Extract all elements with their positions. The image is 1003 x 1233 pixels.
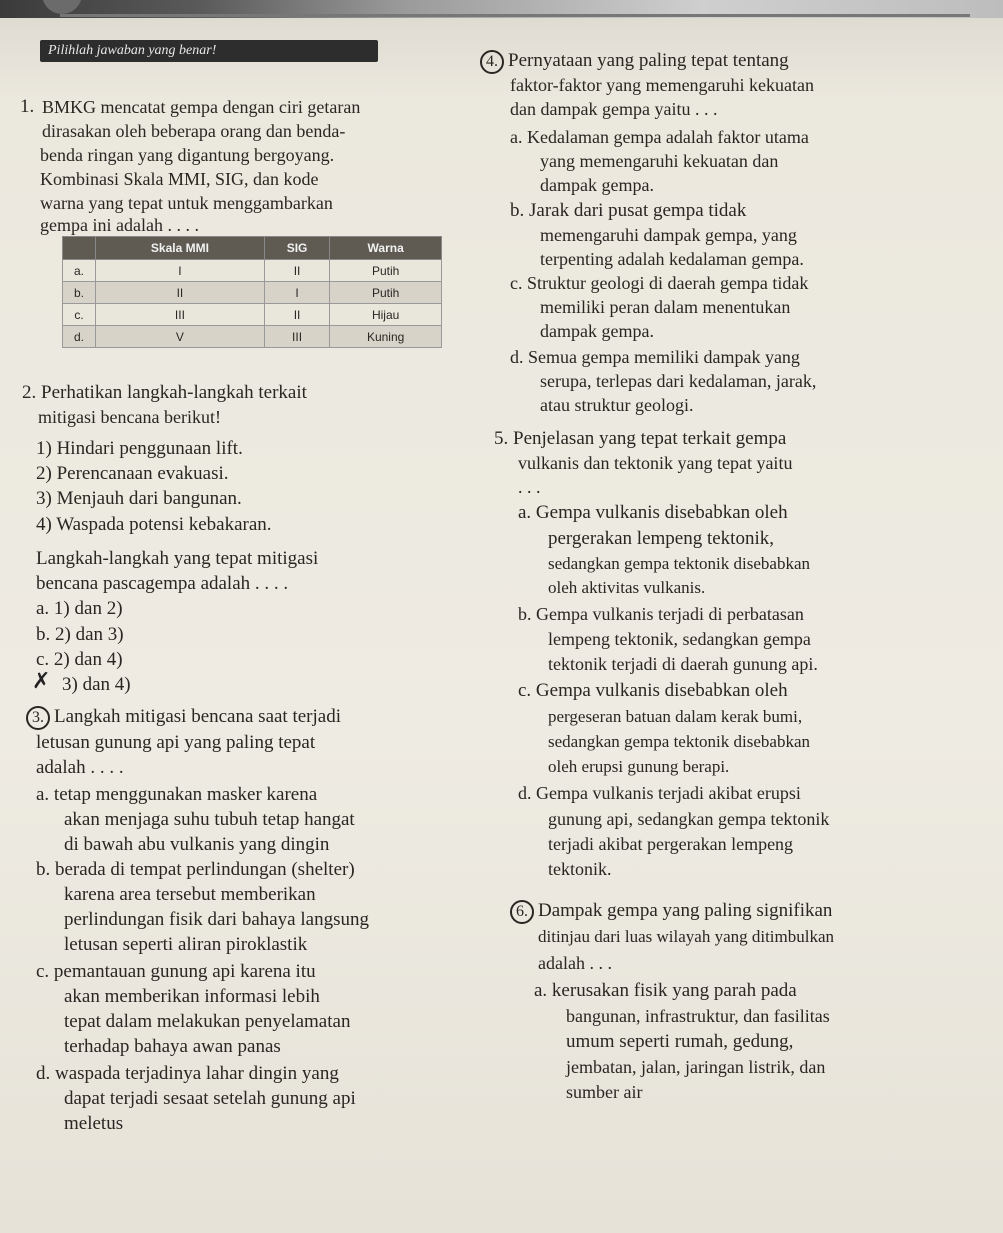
q4-option-d-cont: atau struktur geologi. bbox=[540, 395, 694, 415]
q5-option-a-cont: pergerakan lempeng tektonik, bbox=[548, 528, 774, 549]
q1-line: BMKG mencatat gempa dengan ciri getaran bbox=[42, 97, 361, 117]
q3-option-b-cont: perlindungan fisik dari bahaya langsung bbox=[64, 909, 369, 930]
table-cell: III bbox=[96, 304, 265, 326]
q2-line: 2. Perhatikan langkah-langkah terkait bbox=[22, 382, 307, 403]
q5-line: vulkanis dan tektonik yang tepat yaitu bbox=[518, 453, 793, 473]
q2-line: mitigasi bencana berikut! bbox=[38, 407, 221, 427]
q4-line: faktor-faktor yang memengaruhi kekuatan bbox=[510, 75, 815, 95]
q5-line: . . . bbox=[518, 477, 541, 497]
q5-option-d-cont: gunung api, sedangkan gempa tektonik bbox=[548, 809, 830, 829]
q1-line: dirasakan oleh beberapa orang dan benda- bbox=[42, 121, 346, 141]
q6-line bbox=[510, 900, 832, 924]
q5-option-b[interactable]: b. Gempa vulkanis terjadi di perbatasan bbox=[518, 604, 804, 624]
q6-option-a[interactable]: a. kerusakan fisik yang parah pada bbox=[534, 980, 797, 1001]
q2-step: 2) Perencanaan evakuasi. bbox=[36, 463, 229, 484]
table-cell: II bbox=[264, 304, 329, 326]
q6-number: 6. bbox=[510, 900, 534, 924]
q3-line: adalah . . . . bbox=[36, 757, 124, 778]
top-rule bbox=[60, 14, 970, 17]
q6-option-a-cont: sumber air bbox=[566, 1082, 643, 1102]
q4-option-a-cont: yang memengaruhi kekuatan dan bbox=[540, 151, 779, 171]
q3-option-d[interactable]: d. waspada terjadinya lahar dingin yang bbox=[36, 1063, 339, 1084]
q4-option-d-cont: serupa, terlepas dari kedalaman, jarak, bbox=[540, 371, 817, 391]
q1-line: warna yang tepat untuk menggambarkan bbox=[40, 193, 333, 213]
q3-text: Langkah mitigasi bencana saat terjadi bbox=[54, 706, 341, 727]
handwritten-check-icon: ✗ bbox=[32, 668, 51, 693]
q5-option-a[interactable]: a. Gempa vulkanis disebabkan oleh bbox=[518, 502, 788, 523]
q3-line: letusan gunung api yang paling tepat bbox=[36, 732, 316, 753]
q4-option-c-cont: memiliki peran dalam menentukan bbox=[540, 297, 791, 317]
q3-option-a[interactable]: a. tetap menggunakan masker karena bbox=[36, 784, 318, 805]
q5-option-a-cont: sedangkan gempa tektonik disebabkan bbox=[548, 554, 811, 573]
q4-option-c-cont: dampak gempa. bbox=[540, 321, 654, 341]
q5-option-c-cont: sedangkan gempa tektonik disebabkan bbox=[548, 732, 811, 751]
q3-option-a-cont: akan menjaga suhu tubuh tetap hangat bbox=[64, 809, 355, 830]
q2-stem: Langkah-langkah yang tepat mitigasi bbox=[36, 548, 319, 569]
q3-option-c-cont: terhadap bahaya awan panas bbox=[64, 1036, 281, 1057]
q3-option-d-cont: meletus bbox=[64, 1113, 124, 1134]
q2-step: 1) Hindari penggunaan lift. bbox=[36, 438, 243, 459]
q4-option-a-cont: dampak gempa. bbox=[540, 175, 654, 195]
q4-option-b-cont: terpenting adalah kedalaman gempa. bbox=[540, 249, 804, 269]
q3-line bbox=[26, 706, 341, 730]
q3-option-b[interactable]: b. berada di tempat perlindungan (shelter) bbox=[36, 859, 355, 880]
q1-line: gempa ini adalah . . . . bbox=[40, 215, 199, 235]
instruction-banner: Pilihlah jawaban yang benar! bbox=[40, 40, 378, 62]
table-header: Skala MMI bbox=[96, 237, 265, 260]
table-cell: Hijau bbox=[330, 304, 442, 326]
q3-option-b-cont: letusan seperti aliran piroklastik bbox=[64, 934, 308, 955]
q3-option-c[interactable]: c. pemantauan gunung api karena itu bbox=[36, 961, 316, 982]
q2-step: 3) Menjauh dari bangunan. bbox=[36, 488, 242, 509]
q3-option-b-cont: karena area tersebut memberikan bbox=[64, 884, 316, 905]
table-cell: Kuning bbox=[330, 326, 442, 348]
q3-option-d-cont: dapat terjadi sesaat setelah gunung api bbox=[64, 1088, 356, 1109]
q5-option-c[interactable]: c. Gempa vulkanis disebabkan oleh bbox=[518, 680, 788, 701]
q1-line: Kombinasi Skala MMI, SIG, dan kode bbox=[40, 169, 319, 189]
q6-option-a-cont: umum seperti rumah, gedung, bbox=[566, 1031, 794, 1052]
q5-option-c-cont: pergeseran batuan dalam kerak bumi, bbox=[548, 707, 803, 726]
table-header: Warna bbox=[330, 237, 442, 260]
q5-option-a-cont: oleh aktivitas vulkanis. bbox=[548, 578, 706, 597]
q4-option-a[interactable]: a. Kedalaman gempa adalah faktor utama bbox=[510, 127, 809, 147]
table-cell: V bbox=[96, 326, 265, 348]
table-cell: II bbox=[264, 260, 329, 282]
q5-option-d[interactable]: d. Gempa vulkanis terjadi akibat erupsi bbox=[518, 783, 801, 803]
table-row bbox=[63, 282, 442, 304]
q1-number: 1. bbox=[20, 96, 35, 117]
q2-option-a[interactable]: a. 1) dan 2) bbox=[36, 598, 123, 619]
table-header-blank bbox=[63, 237, 96, 260]
q4-line: dan dampak gempa yaitu . . . bbox=[510, 99, 718, 119]
q2-option-b[interactable]: b. 2) dan 3) bbox=[36, 624, 124, 645]
table-cell: Putih bbox=[330, 282, 442, 304]
q5-line: 5. Penjelasan yang tepat terkait gempa bbox=[494, 428, 787, 449]
table-cell: I bbox=[96, 260, 265, 282]
table-cell: a. bbox=[63, 260, 96, 282]
q6-line: ditinjau dari luas wilayah yang ditimbulkan bbox=[538, 927, 835, 946]
q5-option-b-cont: lempeng tektonik, sedangkan gempa bbox=[548, 629, 811, 649]
table-row bbox=[63, 326, 442, 348]
mmi-sig-table bbox=[62, 236, 442, 348]
q3-number: 3. bbox=[26, 706, 50, 730]
q2-option-d[interactable]: 3) dan 4) bbox=[62, 674, 131, 695]
table-cell: III bbox=[264, 326, 329, 348]
q2-option-c[interactable]: c. 2) dan 4) bbox=[36, 649, 123, 670]
q6-line: adalah . . . bbox=[538, 953, 612, 973]
table-cell: II bbox=[96, 282, 265, 304]
q5-option-b-cont: tektonik terjadi di daerah gunung api. bbox=[548, 654, 818, 674]
q4-line bbox=[480, 50, 789, 74]
table-header: SIG bbox=[264, 237, 329, 260]
q3-option-c-cont: akan memberikan informasi lebih bbox=[64, 986, 320, 1007]
q5-option-d-cont: tektonik. bbox=[548, 859, 612, 879]
table-cell: c. bbox=[63, 304, 96, 326]
q6-option-a-cont: bangunan, infrastruktur, dan fasilitas bbox=[566, 1006, 830, 1026]
q4-option-c[interactable]: c. Struktur geologi di daerah gempa tidak bbox=[510, 273, 809, 293]
q4-number: 4. bbox=[480, 50, 504, 74]
q4-option-d[interactable]: d. Semua gempa memiliki dampak yang bbox=[510, 347, 800, 367]
q2-stem: bencana pascagempa adalah . . . . bbox=[36, 573, 289, 594]
q3-option-a-cont: di bawah abu vulkanis yang dingin bbox=[64, 834, 330, 855]
q6-option-a-cont: jembatan, jalan, jaringan listrik, dan bbox=[566, 1057, 826, 1077]
q3-option-c-cont: tepat dalam melakukan penyelamatan bbox=[64, 1011, 351, 1032]
table-row bbox=[63, 260, 442, 282]
q5-option-d-cont: terjadi akibat pergerakan lempeng bbox=[548, 834, 794, 854]
q2-step: 4) Waspada potensi kebakaran. bbox=[36, 514, 272, 535]
table-row bbox=[63, 304, 442, 326]
q4-option-b-cont: memengaruhi dampak gempa, yang bbox=[540, 225, 797, 245]
q5-option-c-cont: oleh erupsi gunung berapi. bbox=[548, 757, 730, 776]
table-cell: Putih bbox=[330, 260, 442, 282]
table-cell: I bbox=[264, 282, 329, 304]
table-cell: d. bbox=[63, 326, 96, 348]
q4-text: Pernyataan yang paling tepat tentang bbox=[508, 50, 789, 71]
q1-line: benda ringan yang digantung bergoyang. bbox=[40, 145, 335, 165]
q4-option-b[interactable]: b. Jarak dari pusat gempa tidak bbox=[510, 200, 747, 221]
table-cell: b. bbox=[63, 282, 96, 304]
q6-text: Dampak gempa yang paling signifikan bbox=[538, 900, 833, 921]
